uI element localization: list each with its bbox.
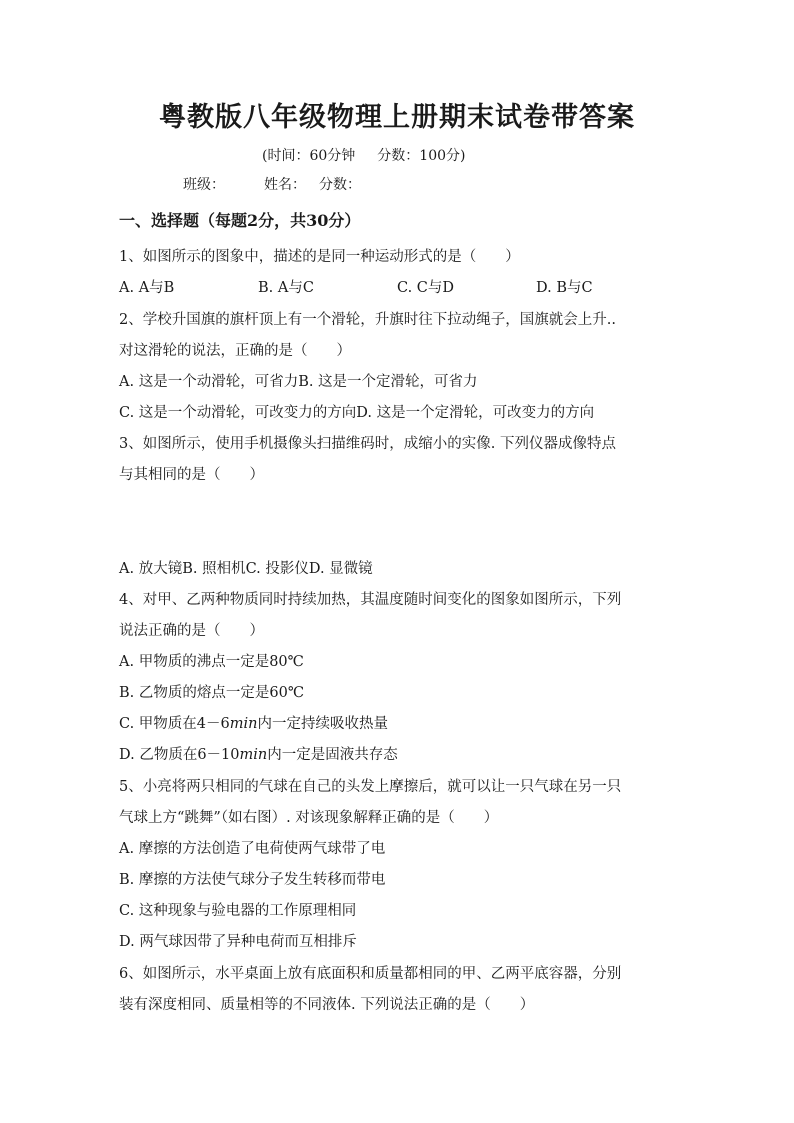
section-title: 一、选择题（每题2分，共30分） <box>119 211 361 230</box>
question-3-options: A. 放大镜B. 照相机C. 投影仪D. 显微镜 <box>119 561 373 577</box>
question-1-option-c: C. C与D <box>397 280 455 296</box>
question-3-stem-line-1: 3、如图所示，使用手机摄像头扫描维码时，成缩小的实像. 下列仪器成像特点 <box>119 436 616 452</box>
question-4-option-c-unit: min <box>229 716 258 732</box>
question-5-option-a: A. 摩擦的方法创造了电荷使两气球带了电 <box>119 841 386 857</box>
question-1-option-d: D. B与C <box>536 280 593 296</box>
question-5-option-c: C. 这种现象与验电器的工作原理相同 <box>119 903 357 919</box>
question-4-stem-line-2: 说法正确的是（ ） <box>119 623 264 639</box>
question-1-option-b: B. A与C <box>258 280 314 296</box>
name-label: 姓名： <box>264 177 306 193</box>
exam-total-score: 分数：100分) <box>377 148 466 164</box>
question-4-option-a: A. 甲物质的沸点一定是80℃ <box>119 654 304 670</box>
question-2-options-line-2: C. 这是一个动滑轮，可改变力的方向D. 这是一个定滑轮，可改变力的方向 <box>119 405 595 421</box>
question-2-stem-line-1: 2、学校升国旗的旗杆顶上有一个滑轮，升旗时往下拉动绳子，国旗就会上升.. <box>119 312 616 328</box>
question-2-options-line-1: A. 这是一个动滑轮，可省力B. 这是一个定滑轮，可省力 <box>119 374 478 390</box>
exam-time: (时间：60分钟 <box>262 148 356 164</box>
page-title: 粤教版八年级物理上册期末试卷带答案 <box>159 102 635 133</box>
question-4-option-b: B. 乙物质的熔点一定是60℃ <box>119 685 305 701</box>
question-4-stem-line-1: 4、对甲、乙两种物质同时持续加热，其温度随时间变化的图象如图所示，下列 <box>119 592 622 608</box>
question-5-stem-line-2: 气球上方“跳舞”（如右图）. 对该现象解释正确的是（ ） <box>119 810 499 826</box>
question-3-stem-line-2: 与其相同的是（ ） <box>119 467 264 483</box>
exam-meta <box>262 146 465 166</box>
question-5-stem-line-1: 5、小亮将两只相同的气球在自己的头发上摩擦后，就可以让一只气球在另一只 <box>119 779 622 795</box>
question-4-option-c-text-end: 内一定持续吸收热量 <box>257 716 388 732</box>
question-4-option-d-text-end: 内一定是固液共存态 <box>267 747 398 763</box>
student-fields <box>183 175 361 195</box>
question-2-stem-line-2: 对这滑轮的说法，正确的是（ ） <box>119 343 351 359</box>
question-5-option-b: B. 摩擦的方法使气球分子发生转移而带电 <box>119 872 386 888</box>
question-4-option-d-text: D. 乙物质在6－10 <box>119 747 240 763</box>
question-1-stem: 1、如图所示的图象中，描述的是同一种运动形式的是（ ） <box>119 249 520 265</box>
question-4-option-d-unit: min <box>239 747 268 763</box>
question-6-stem-line-1: 6、如图所示，水平桌面上放有底面积和质量都相同的甲、乙两平底容器，分别 <box>119 966 622 982</box>
question-6-stem-line-2: 装有深度相同、质量相等的不同液体. 下列说法正确的是（ ） <box>119 997 535 1013</box>
question-1-options <box>119 278 593 298</box>
question-5-option-d: D. 两气球因带了异种电荷而互相排斥 <box>119 934 357 950</box>
question-4-option-c <box>119 714 388 734</box>
question-1-option-a: A. A与B <box>119 280 175 296</box>
score-label: 分数： <box>319 177 361 193</box>
question-4-option-c-text: C. 甲物质在4－6 <box>119 716 230 732</box>
class-label: 班级： <box>183 177 225 193</box>
question-4-option-d <box>119 745 398 765</box>
